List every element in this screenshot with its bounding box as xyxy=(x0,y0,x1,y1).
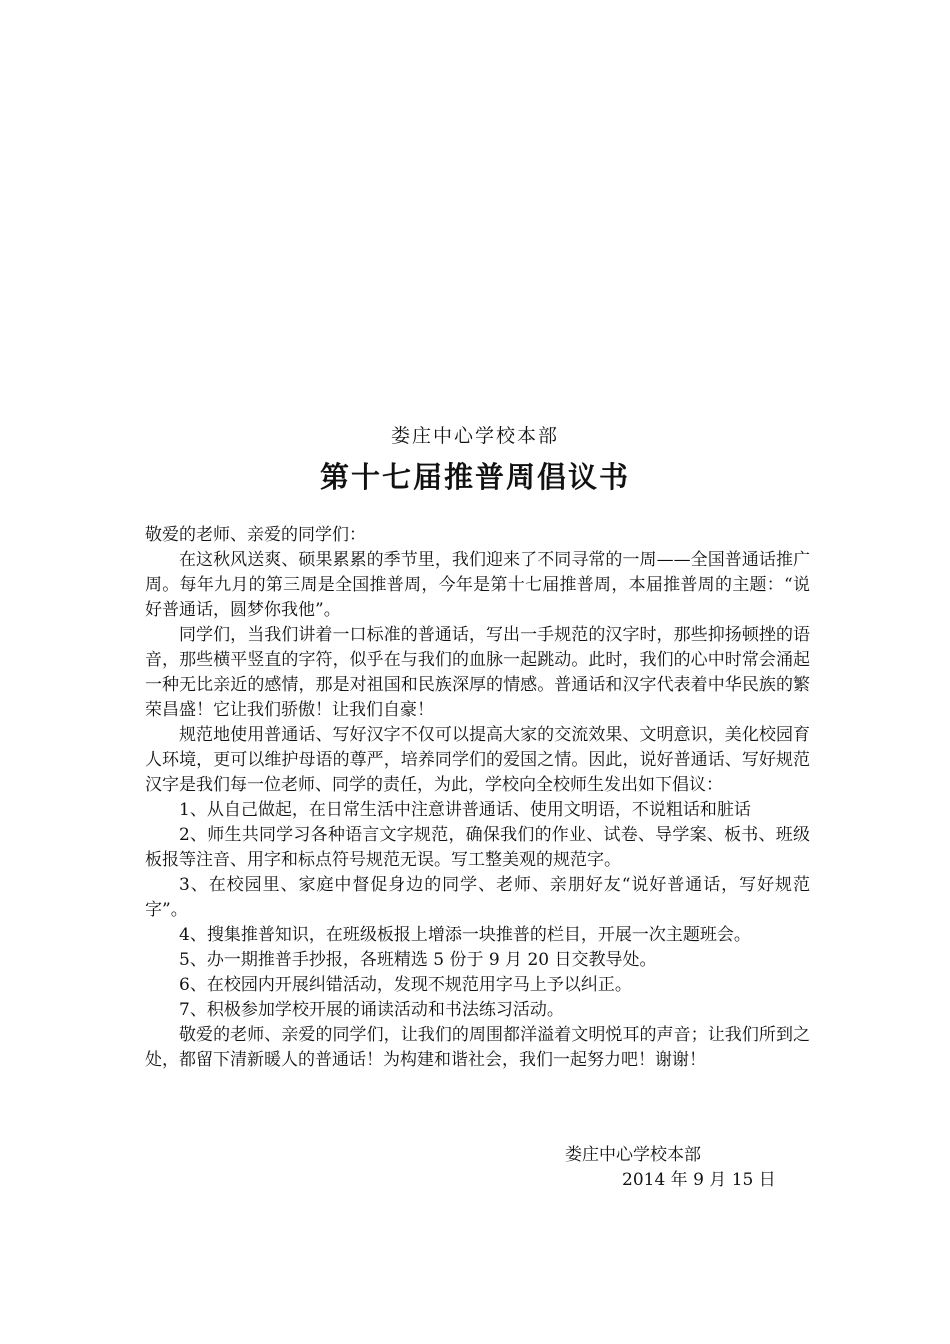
proposal-item: 3、在校园里、家庭中督促身边的同学、老师、亲朋好友“说好普通话，写好规范字”。 xyxy=(145,875,810,920)
closing-paragraph: 敬爱的老师、亲爱的同学们，让我们的周围都洋溢着文明悦耳的声音；让我们所到之处，都留下清新暖人的普通话！为构建和谐社会，我们一起努力吧！谢谢！ xyxy=(145,1025,810,1070)
proposal-item: 1、从自己做起，在日常生活中注意讲普通话、使用文明语，不说粗话和脏话 xyxy=(179,800,751,820)
proposal-item: 2、师生共同学习各种语言文字规范，确保我们的作业、试卷、导学案、板书、班级板报等注音、用字和标点符号规范无误。写工整美观的规范字。 xyxy=(145,825,810,870)
salutation: 敬爱的老师、亲爱的同学们： xyxy=(145,525,366,545)
proposal-item: 6、在校园内开展纠错活动，发现不规范用字马上予以纠正。 xyxy=(179,975,632,995)
school-header: 娄庄中心学校本部 xyxy=(390,425,559,447)
document-title: 第十七届推普周倡议书 xyxy=(319,460,630,494)
signature-date: 2014 年 9 月 15 日 xyxy=(622,1170,776,1190)
proposal-item: 4、搜集推普知识，在班级板报上增添一块推普的栏目，开展一次主题班会。 xyxy=(179,925,751,945)
paragraph-intro: 在这秋风送爽、硕果累累的季节里，我们迎来了不同寻常的一周——全国普通话推广周。每年九月的第三周是全国推普周，今年是第十七届推普周，本届推普周的主题：“说好普通话，圆梦你我他”。 xyxy=(145,550,810,620)
document-body xyxy=(145,523,810,1073)
signature-block xyxy=(565,1143,776,1193)
paragraph-feeling: 同学们，当我们讲着一口标准的普通话，写出一手规范的汉字时，那些抑扬顿挫的语音，那些横平竖直的字符，似乎在与我们的血脉一起跳动。此时，我们的心中时常会涌起一种无比亲近的感情，那是对祖国和民族深厚的情感。普通话和汉字代表着中华民族的繁荣昌盛！它让我们骄傲！让我们自豪！ xyxy=(145,625,810,720)
signature-school: 娄庄中心学校本部 xyxy=(565,1145,701,1165)
proposal-item: 7、积极参加学校开展的诵读活动和书法练习活动。 xyxy=(179,1000,564,1020)
paragraph-responsibility: 规范地使用普通话、写好汉字不仅可以提高大家的交流效果、文明意识，美化校园育人环境，更可以维护母语的尊严，培养同学们的爱国之情。因此，说好普通话、写好规范汉字是我们每一位老师、同学的责任，为此，学校向全校师生发出如下倡议： xyxy=(145,725,810,795)
proposal-item: 5、办一期推普手抄报，各班精选 5 份于 9 月 20 日交教导处。 xyxy=(179,950,657,970)
